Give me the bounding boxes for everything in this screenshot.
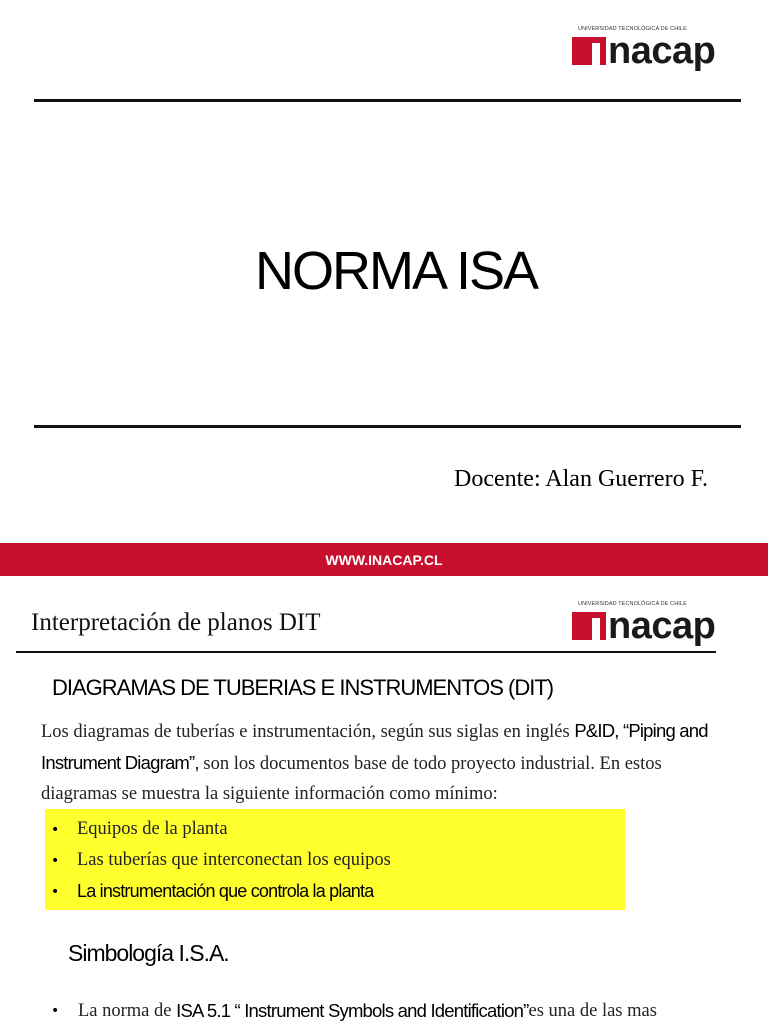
bullet-icon: • — [51, 852, 60, 869]
bullet-icon: • — [51, 1003, 60, 1019]
footer-bar — [0, 543, 768, 576]
isa-text-suffix: es una de las mas — [528, 1000, 657, 1021]
footer-url-link[interactable]: WWW.INACAP.CL — [325, 551, 443, 568]
section-heading: DIAGRAMAS DE TUBERIAS E INSTRUMENTOS (DIT) — [52, 675, 554, 700]
bullet-icon: • — [51, 821, 60, 838]
logo-tagline: UNIVERSIDAD TECNOLÓGICA DE CHILE — [578, 601, 687, 607]
intro-text-2: son los documentos base de todo proyecto industrial. En estos diagramas se muestra la siguiente información como mínimo: — [41, 753, 662, 804]
bullet-item — [51, 881, 373, 902]
slide2-title-divider — [16, 651, 716, 653]
top-divider — [34, 99, 741, 102]
logo-tagline: UNIVERSIDAD TECNOLÓGICA DE CHILE — [578, 26, 687, 32]
slide2-title: Interpretación de planos DIT — [31, 609, 321, 636]
slide-title: NORMA ISA — [254, 241, 538, 301]
simbologia-heading: Simbología I.S.A. — [68, 940, 229, 966]
logo-wordmark: nacap — [608, 605, 716, 647]
isa-bullet — [51, 1000, 751, 1022]
intro-paragraph — [41, 716, 741, 810]
intro-bold-term: P&ID, “Piping and Instrument Diagram”, — [41, 720, 708, 773]
bullet-text: La instrumentación que controla la planta — [77, 881, 374, 901]
bullet-icon: • — [51, 883, 60, 900]
inacap-logo — [572, 22, 732, 82]
logo-wordmark: nacap — [608, 30, 716, 72]
inacap-logo-2 — [572, 597, 732, 657]
bullet-item — [51, 819, 228, 840]
bullet-text: Las tuberías que interconectan los equipos — [77, 850, 391, 870]
bullet-item — [51, 850, 391, 871]
logo-mark-icon — [572, 612, 606, 640]
bullet-text: Equipos de la planta — [77, 819, 228, 839]
isa-text-prefix: La norma de — [78, 1000, 172, 1021]
isa-standard-name: ISA 5.1 “ Instrument Symbols and Identification” — [176, 1000, 529, 1021]
teacher-name: Docente: Alan Guerrero F. — [454, 466, 708, 492]
intro-text-1: Los diagramas de tuberías e instrumentación, según sus siglas en inglés — [41, 722, 575, 742]
bottom-divider — [34, 425, 741, 428]
logo-mark-icon — [572, 37, 606, 65]
